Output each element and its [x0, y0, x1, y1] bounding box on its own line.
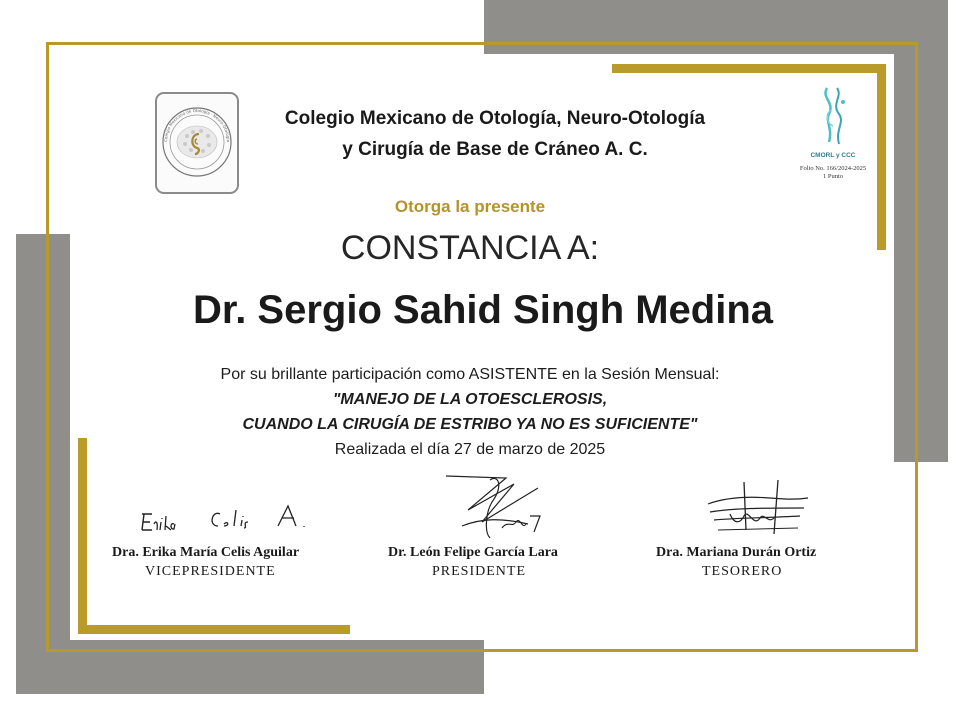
signer-name: Dr. León Felipe García Lara — [388, 545, 558, 560]
frame-gold-corner-bottom-left-horizontal — [78, 625, 350, 634]
participation-description — [140, 362, 800, 462]
frame-gold-corner-top-right-vertical — [877, 64, 886, 250]
signer-name: Dra. Mariana Durán Ortiz — [656, 545, 817, 560]
cmorl-logo — [798, 84, 868, 196]
signature-block-president — [388, 545, 558, 580]
session-title-line-1: "MANEJO DE LA OTOESCLEROSIS, — [332, 391, 608, 408]
recipient-name: Dr. Sergio Sahid Singh Medina — [192, 288, 774, 332]
president-signature-image — [442, 472, 562, 542]
signature-block-treasurer — [656, 545, 816, 580]
frame-gold-corner-bottom-left — [78, 438, 87, 634]
participation-line: Por su brillante participación como ASISTENTE en la Sesión Mensual: — [220, 366, 720, 383]
signer-role: VICEPRESIDENTE — [145, 564, 276, 579]
folio-line: Folio No. 166/2024-2025 — [799, 165, 867, 172]
signer-name: Dra. Erika María Celis Aguilar — [112, 545, 300, 560]
grant-text: Otorga la presente — [394, 197, 546, 216]
organization-name-line-1: Colegio Mexicano de Otología, Neuro-Otología — [284, 108, 706, 129]
folio-number — [798, 165, 868, 181]
date-line: Realizada el día 27 de marzo de 2025 — [334, 441, 606, 458]
signer-role: PRESIDENTE — [432, 564, 526, 579]
signature-block-vicepresident — [112, 545, 299, 580]
frame-gold-corner-top-right — [612, 64, 886, 73]
certificate-heading: CONSTANCIA A: — [340, 229, 600, 267]
cmorl-logo-icon — [813, 84, 853, 150]
session-title-line-2: CUANDO LA CIRUGÍA DE ESTRIBO YA NO ES SUFICIENTE" — [242, 416, 698, 433]
svg-text:Colegio Mexicano de Otología ·: Colegio Mexicano de Otología · Neuro-Otología — [162, 107, 232, 143]
organization-name-line-2: y Cirugía de Base de Cráneo A. C. — [342, 139, 648, 160]
vicepresident-signature-image — [138, 500, 318, 540]
signer-role: TESORERO — [702, 564, 783, 579]
cmorl-logo-caption: CMORL y CCC — [810, 152, 856, 159]
points-line: 1 Punto — [822, 173, 844, 180]
organization-name — [245, 103, 745, 165]
brain-ear-seal-icon — [155, 92, 239, 194]
